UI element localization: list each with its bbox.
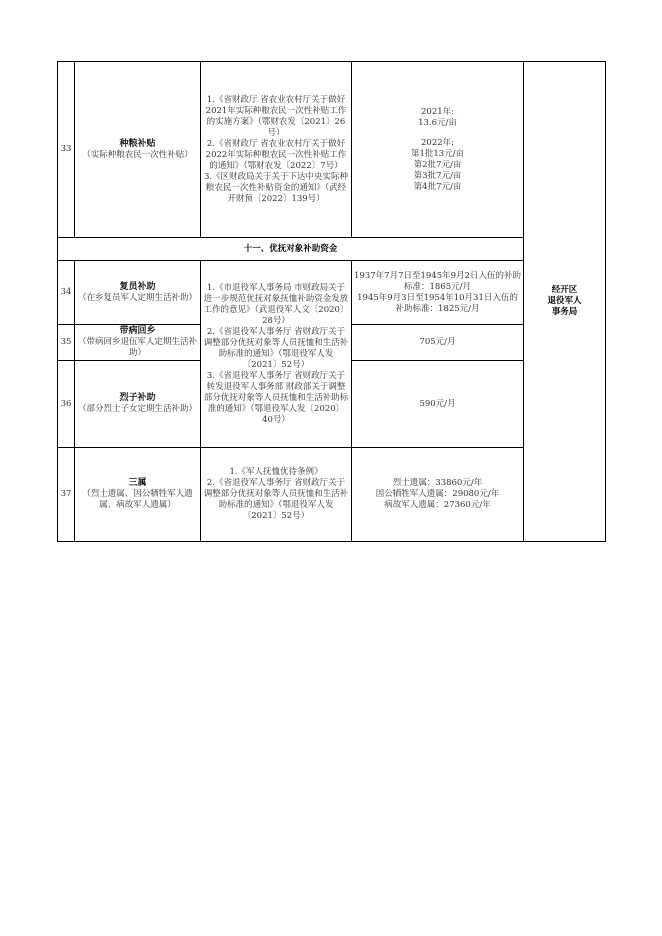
subsidy-table xyxy=(57,61,606,542)
table-row xyxy=(58,261,606,325)
standard-line: 因公牺牲军人遗属：29080元/年 xyxy=(375,489,500,499)
subsidy-name: 种粮补贴 xyxy=(119,138,156,149)
section-title: 十一、优抚对象补助资金 xyxy=(58,238,524,261)
standard-line: 1945年9月3日至1954年10月31日入伍的补助标准：1825元/月 xyxy=(357,292,518,314)
subsidy-subtitle: （部分烈士子女定期生活补助） xyxy=(77,404,197,414)
standard-spacer xyxy=(354,129,521,138)
policy-basis-cell xyxy=(201,261,352,448)
standard-line: 第4批7元/亩 xyxy=(413,181,462,192)
standard-line: 2022年: xyxy=(421,137,454,148)
standard-line: 烈士遗属：33860元/年 xyxy=(392,478,483,488)
subsidy-name-cell xyxy=(75,448,201,542)
department-line: 事务局 xyxy=(551,307,578,317)
policy-basis-cell xyxy=(201,62,352,238)
row-number: 35 xyxy=(58,325,75,361)
policy-item: 3.《省退役军人事务厅 省财政厅关于转发退役军人事务部 财政部关于调整部分优抚对象等人员抚恤和生活补助标准的通知》（鄂退役军人发〔2020〕40号） xyxy=(203,370,349,425)
row-number: 33 xyxy=(58,62,75,238)
row-number: 34 xyxy=(58,261,75,325)
standard-line: 第2批7元/亩 xyxy=(413,159,462,170)
department-line: 退役军人 xyxy=(547,296,582,306)
policy-basis-cell xyxy=(201,448,352,542)
subsidy-subtitle: （在乡复员军人定期生活补助） xyxy=(77,292,197,303)
subsidy-subtitle: （实际种粮农民一次性补贴） xyxy=(82,149,193,160)
row-number: 37 xyxy=(58,448,75,542)
department-cell xyxy=(524,62,606,542)
subsidy-subtitle: （带病回乡退伍军人定期生活补助） xyxy=(77,337,197,358)
subsidy-name-cell xyxy=(75,361,201,448)
standard-line: 1937年7月7日至1945年9月2日入伍的补助标准：1865元/月 xyxy=(354,270,521,292)
table-row xyxy=(58,448,606,542)
subsidy-name-cell xyxy=(75,62,201,238)
section-row xyxy=(58,238,606,261)
subsidy-name: 带病回乡 xyxy=(119,326,156,336)
subsidy-name: 烈子补助 xyxy=(119,393,156,403)
policy-item: 2.《省退役军人事务厅 省财政厅关于调整部分优抚对象等人员抚恤和生活补助标准的通知》（鄂退役军人发〔2021〕52号） xyxy=(203,478,349,521)
subsidy-subtitle: （烈士遗属、因公牺牲军人遗属、病故军人遗属） xyxy=(82,489,193,510)
standard-cell xyxy=(352,62,524,238)
standard-line: 第3批7元/亩 xyxy=(413,170,462,181)
department-line: 经开区 xyxy=(551,285,578,295)
subsidy-name: 复员补助 xyxy=(119,281,156,292)
standard-line: 第1批13元/亩 xyxy=(410,148,465,159)
standard-line: 13.6元/亩 xyxy=(418,117,457,128)
subsidy-name-cell xyxy=(75,261,201,325)
policy-item: 3.《区财政局关于关于下达中央实际种粮农民一次性补贴资金的通知》（武经开财预〔2022〕139号） xyxy=(203,171,349,204)
standard-line: 2021年: xyxy=(421,106,454,117)
subsidy-name: 三属 xyxy=(128,478,147,488)
standard-cell: 590元/月 xyxy=(352,361,524,448)
policy-item: 1.《市退役军人事务局 市财政局关于进一步规范优抚对象抚恤补助资金发放工作的意见》（武退役军人文〔2020〕28号） xyxy=(203,282,349,326)
standard-cell xyxy=(352,261,524,325)
policy-item: 1.《军人抚恤优待条例》 xyxy=(229,467,323,477)
row-number: 36 xyxy=(58,361,75,448)
table-row xyxy=(58,62,606,238)
standard-line: 病故军人遗属：27360元/年 xyxy=(384,500,491,510)
policy-item: 2.《省财政厅 省农业农村厅关于做好2022年实际种粮农民一次性补贴工作的通知》（鄂财农发〔2022〕7号） xyxy=(205,138,347,171)
subsidy-name-cell xyxy=(75,325,201,361)
standard-cell xyxy=(352,448,524,542)
policy-item: 1.《省财政厅 省农业农村厅关于做好2021年实际种粮农民一次性补贴工作的实施方案》（鄂财农发〔2021〕26号） xyxy=(205,94,347,138)
policy-item: 2.《省退役军人事务厅 省财政厅关于调整部分优抚对象等人员抚恤和生活补助标准的通知》（鄂退役军人发〔2021〕52号） xyxy=(203,326,349,370)
standard-cell: 705元/月 xyxy=(352,325,524,361)
